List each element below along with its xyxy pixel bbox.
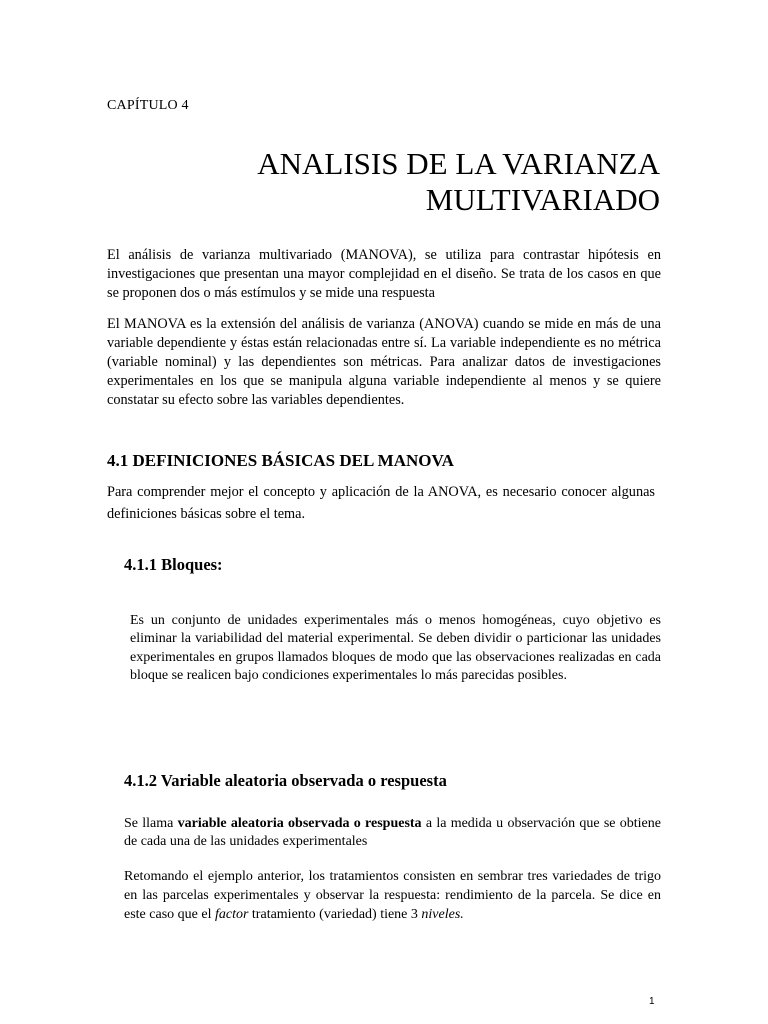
chapter-label: CAPÍTULO 4 [107, 98, 189, 113]
italic-term-niveles: niveles. [421, 907, 464, 922]
section-4-1-2-paragraph-1 [124, 815, 661, 851]
section-4-1-1-text: Es un conjunto de unidades experimentales más o menos homogéneas, cuyo objetivo es eliminar la variabilidad del material experimental. Se deben dividir o particionar las unidades experimentales en grupos llamados bloques de modo que las observaciones realizadas en cada bloque se realicen bajo condiciones experimentales lo más parecidas posibles. [130, 613, 661, 683]
section-4-1-heading: 4.1 DEFINICIONES BÁSICAS DEL MANOVA [107, 451, 454, 470]
section-4-1-2-paragraph-2 [124, 867, 661, 924]
intro-paragraph-1: El análisis de varianza multivariado (MANOVA), se utiliza para contrastar hipótesis en investigaciones que presentan una mayor complejidad en el diseño. Se trata de los casos en que se proponen dos o más estímulos y se mide una respuesta [107, 247, 661, 301]
section-4-1-2-heading: 4.1.2 Variable aleatoria observada o respuesta [124, 771, 447, 790]
text-run: Retomando el ejemplo anterior, los tratamientos consisten en sembrar tres variedades de trigo en las parcelas experimentales y observar la respuesta: rendimiento de la parcela. Se dice en este caso que el [124, 869, 661, 922]
italic-term-factor: factor [214, 907, 249, 922]
text-run: tratamiento (variedad) tiene 3 [248, 907, 422, 922]
page-number: 1 [649, 996, 655, 1007]
chapter-title [100, 146, 660, 218]
text-run: a la medida u observación que se obtiene de cada una de las unidades experimentales [124, 816, 661, 849]
chapter-title-line-1: ANALISIS DE LA VARIANZA [257, 146, 660, 181]
intro-paragraph-2: El MANOVA es la extensión del análisis de varianza (ANOVA) cuando se mide en más de una variable dependiente y éstas están relacionadas entre sí. La variable independiente es no métrica (variable nominal) y las dependientes son métricas. Para analizar datos de investigaciones experimentales en los que se manipula alguna variable independiente al menos y se quiere constatar su efecto sobre las variables dependientes. [107, 316, 661, 408]
bold-term: variable aleatoria observada o respuesta [177, 816, 422, 831]
text-run: Se llama [124, 816, 178, 831]
section-4-1-1-heading: 4.1.1 Bloques: [124, 555, 223, 574]
chapter-title-line-2: MULTIVARIADO [425, 182, 660, 217]
section-4-1-text: Para comprender mejor el concepto y aplicación de la ANOVA, es necesario conocer algunas definiciones básicas sobre el tema. [107, 484, 655, 522]
